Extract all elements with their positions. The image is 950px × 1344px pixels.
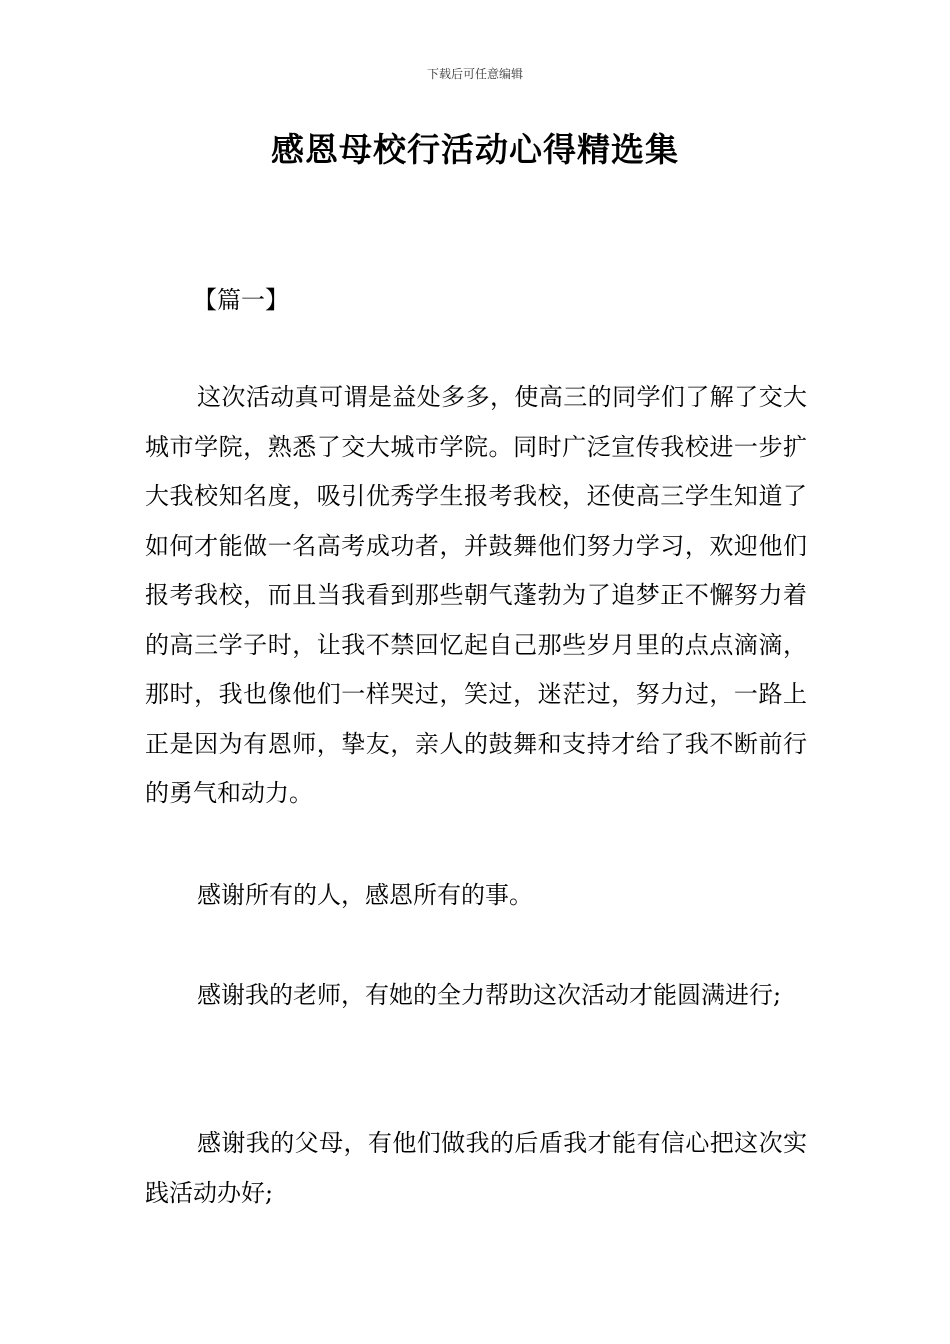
paragraph-1: 这次活动真可谓是益处多多，使高三的同学们了解了交大城市学院，熟悉了交大城市学院。同时广泛宣传我校进一步扩大我校知名度，吸引优秀学生报考我校，还使高三学生知道了如何才能做一名高考成功者，并鼓舞他们努力学习，欢迎他们报考我校，而且当我看到那些朝气蓬勃为了追梦正不懈努力着的高三学子时，让我不禁回忆起自己那些岁月里的点点滴滴，那时，我也像他们一样哭过，笑过，迷茫过，努力过，一路上正是因为有恩师，挚友，亲人的鼓舞和支持才给了我不断前行的勇气和动力。 xyxy=(145,383,807,807)
paragraph-4: 感谢我的父母，有他们做我的后盾我才能有信心把这次实践活动办好; xyxy=(145,1129,807,1207)
section-heading: 【篇一】 xyxy=(193,286,289,314)
paragraph-2: 感谢所有的人，感恩所有的事。 xyxy=(197,881,533,909)
header-note: 下载后可任意编辑 xyxy=(426,67,523,81)
document-title: 感恩母校行活动心得精选集 xyxy=(271,130,679,169)
paragraph-3: 感谢我的老师，有她的全力帮助这次活动才能圆满进行; xyxy=(197,981,782,1009)
